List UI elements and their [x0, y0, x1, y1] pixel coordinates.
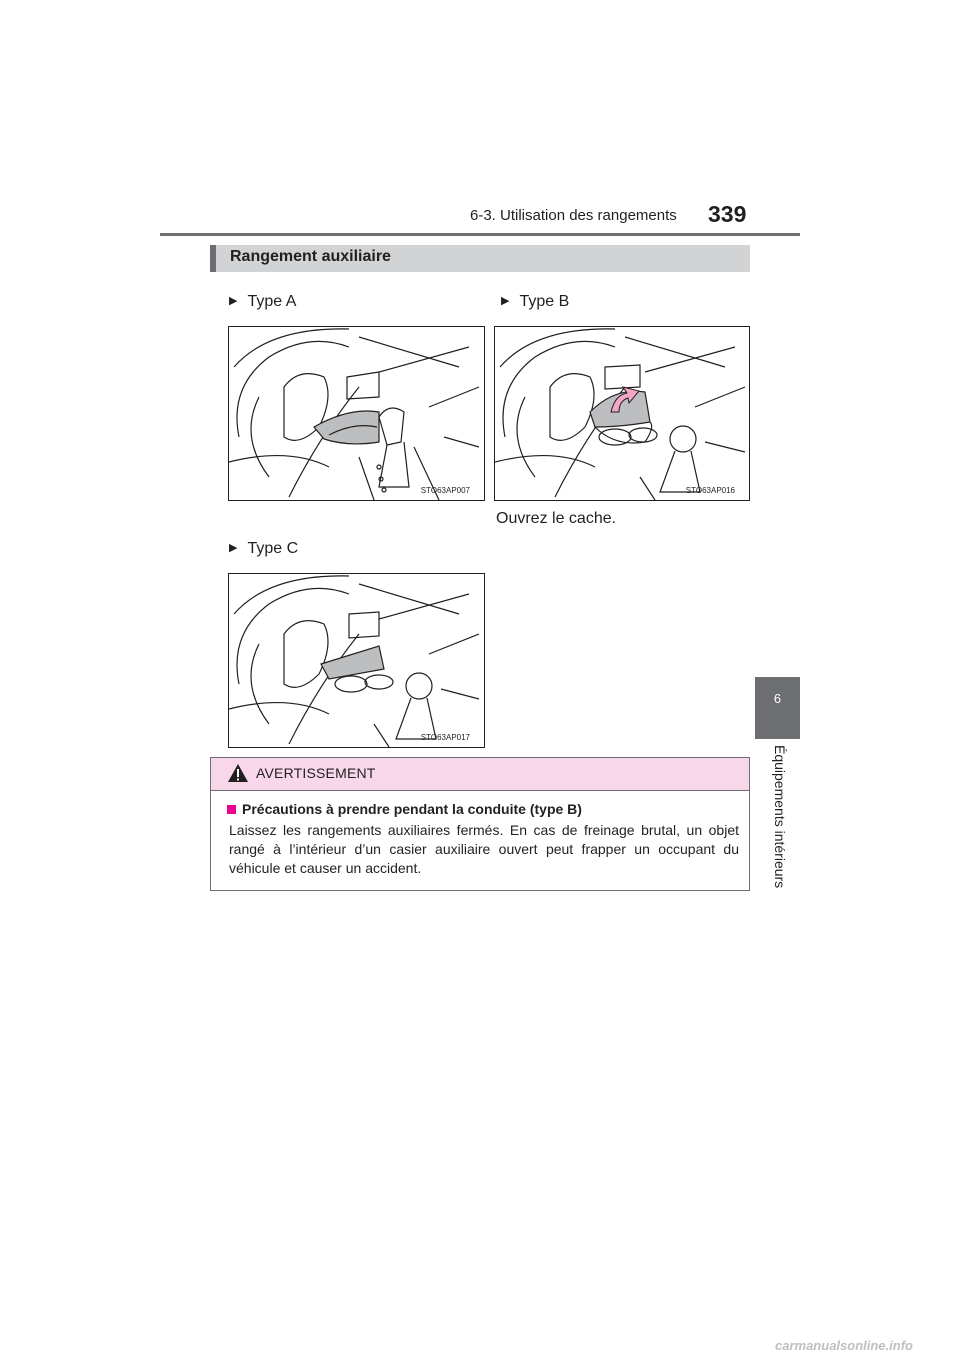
- type-a-label: [229, 293, 296, 311]
- section-heading-bar: [210, 245, 750, 272]
- console-illustration-c: [229, 574, 484, 747]
- figure-type-c: [228, 573, 485, 748]
- chapter-label: Équipements intérieurs: [772, 745, 788, 889]
- page-number: 339: [708, 201, 747, 227]
- type-c-label: [229, 540, 298, 558]
- warning-triangle-icon: [227, 763, 249, 783]
- warning-box: [210, 757, 750, 891]
- type-b-label: [501, 293, 569, 311]
- triangle-bullet-icon: ▶: [229, 542, 238, 554]
- triangle-bullet-icon: ▶: [501, 295, 510, 307]
- warning-text: Laissez les rangements auxiliaires fermés. En cas de freinage brutal, un objet rangé à l’intérieur d’un casier auxiliaire ouvert peut frapper un occupant du véhicule et causer un accident.: [229, 822, 739, 876]
- console-illustration-a: [229, 327, 484, 500]
- type-a-text: Type A: [247, 293, 297, 310]
- header-rule: [160, 233, 800, 236]
- chapter-tab: [755, 677, 800, 739]
- warning-item-heading-text: Précautions à prendre pendant la conduite (type B): [242, 801, 582, 817]
- console-illustration-b: [495, 327, 749, 500]
- figure-b-caption: Ouvrez le cache.: [496, 510, 617, 527]
- triangle-bullet-icon: ▶: [229, 295, 238, 307]
- figure-code: STO63AP007: [420, 486, 470, 495]
- watermark: carmanualsonline.info: [775, 1338, 913, 1353]
- figure-type-b: [494, 326, 750, 501]
- section-title: Rangement auxiliaire: [230, 248, 391, 265]
- figure-code: STO63AP017: [420, 733, 470, 742]
- warning-item-heading: [227, 801, 582, 817]
- type-b-text: Type B: [519, 293, 570, 310]
- figure-code: STO63AP016: [685, 486, 735, 495]
- square-bullet-icon: [227, 805, 236, 814]
- warning-header: [211, 758, 749, 791]
- running-header: 6-3. Utilisation des rangements: [470, 207, 677, 224]
- warning-title: AVERTISSEMENT: [256, 765, 376, 781]
- figure-type-a: [228, 326, 485, 501]
- type-c-text: Type C: [247, 540, 299, 557]
- chapter-number: 6: [773, 691, 782, 706]
